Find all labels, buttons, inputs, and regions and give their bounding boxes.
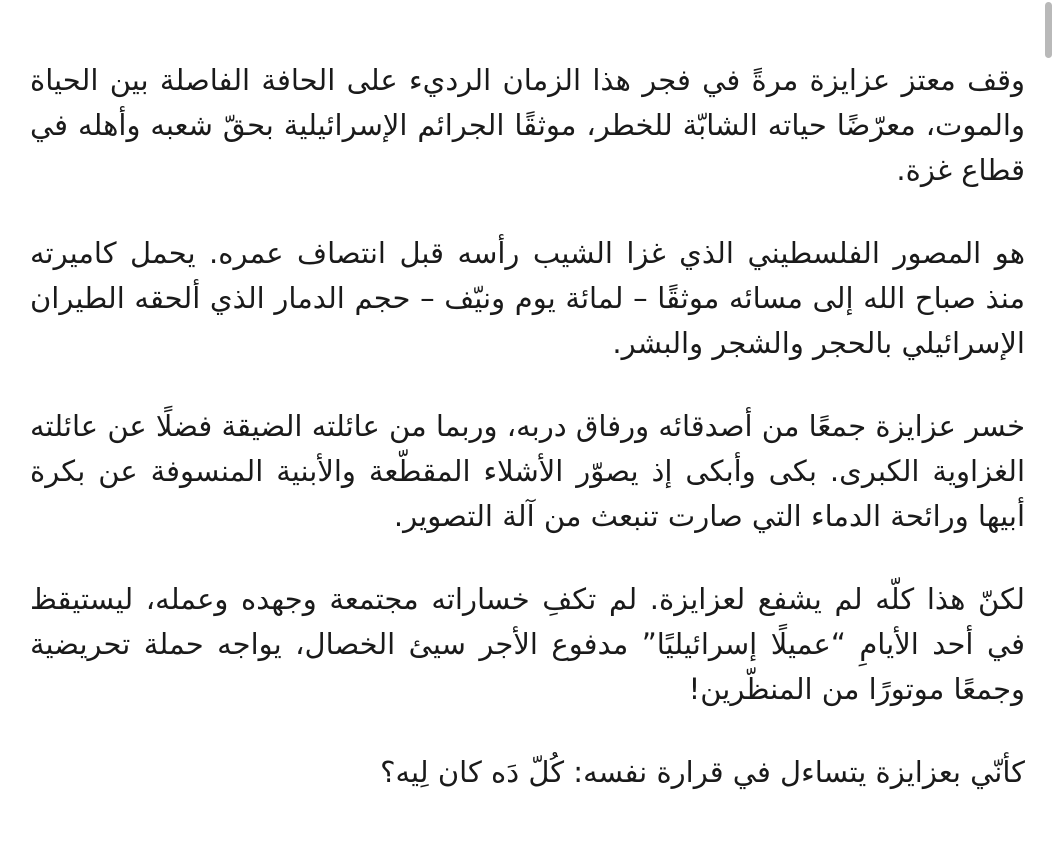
article-body [30, 58, 1025, 833]
paragraph-2: هو المصور الفلسطيني الذي غزا الشيب رأسه قبل انتصاف عمره. يحمل كاميرته منذ صباح الله إلى مسائه موثقًا – لمائة يوم ونيّف – حجم الدمار الذي ألحقه الطيران الإسرائيلي بالحجر والشجر والبشر. [30, 236, 1025, 360]
paragraph-1: وقف معتز عزايزة مرةً في فجر هذا الزمان الرديء على الحافة الفاصلة بين الحياة والموت، معرّضًا حياته الشابّة للخطر، موثقًا الجرائم الإسرائيلية بحقّ شعبه وأهله في قطاع غزة. [30, 63, 1025, 187]
vertical-scrollbar[interactable] [1041, 0, 1055, 844]
paragraph-5: كأنّي بعزايزة يتساءل في قرارة نفسه: كُلّ دَه كان لِيه؟ [380, 755, 1025, 789]
paragraph-4: لكنّ هذا كلّه لم يشفع لعزايزة. لم تكفِ خساراته مجتمعة وجهده وعمله، ليستيقظ في أحد الأيامِ “عميلًا إسرائيليًا” مدفوع الأجر سيئ الخصال، يواجه حملة تحريضية وجمعًا موتورًا من المنظّرين! [30, 582, 1025, 706]
paragraph-3: خسر عزايزة جمعًا من أصدقائه ورفاق دربه، وربما من عائلته الضيقة فضلًا عن عائلته الغزاوية الكبرى. بكى وأبكى إذ يصوّر الأشلاء المقطّعة والأبنية المنسوفة عن بكرة أبيها ورائحة الدماء التي صارت تنبعث من آلة التصوير. [30, 409, 1025, 533]
scrollbar-thumb[interactable] [1045, 2, 1052, 58]
